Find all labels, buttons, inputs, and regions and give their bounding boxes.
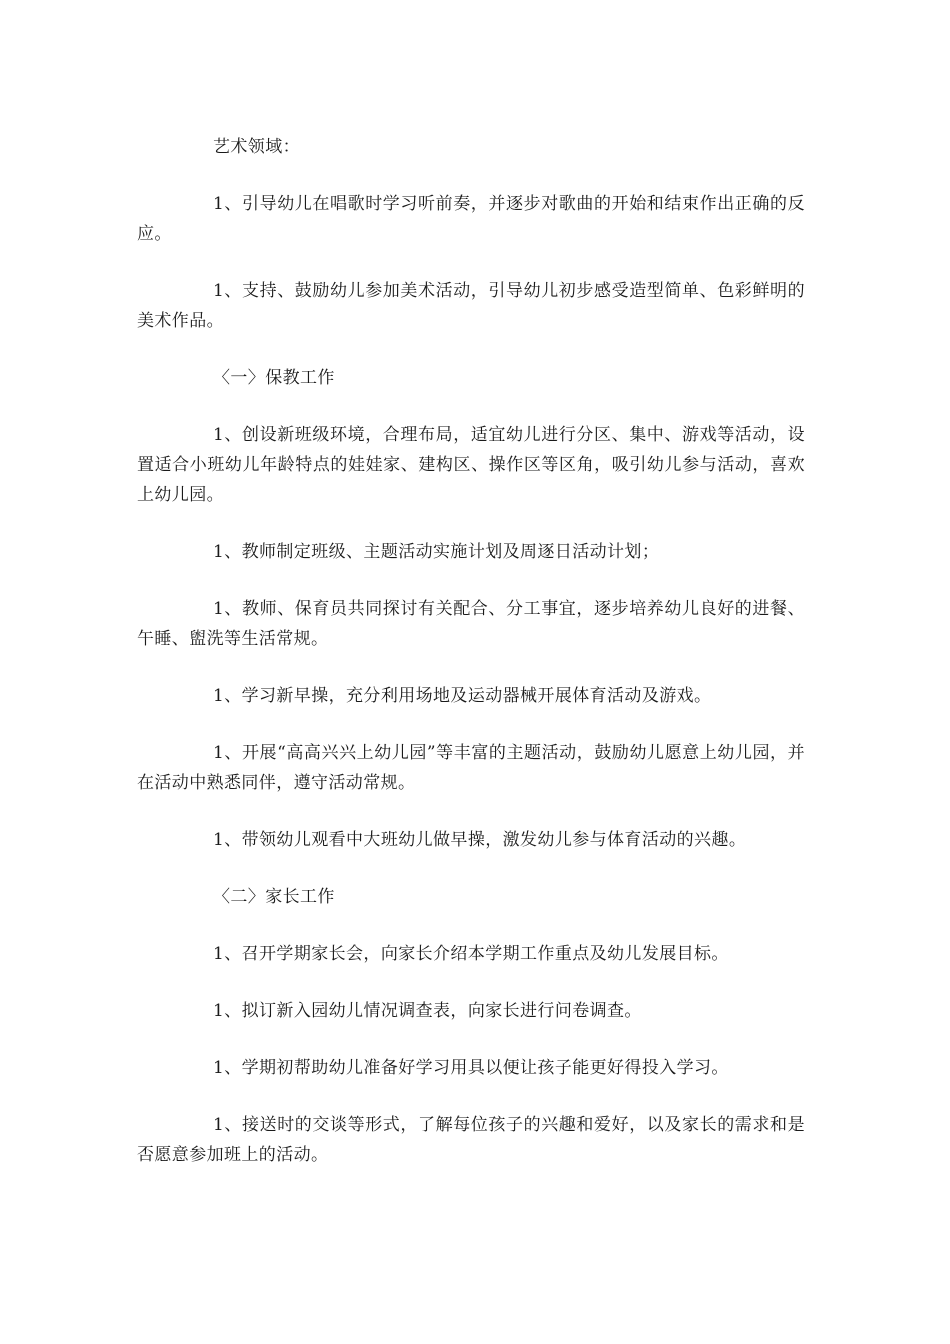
paragraph: 1、学习新早操，充分利用场地及运动器械开展体育活动及游戏。 [213, 686, 712, 706]
paragraph: 1、学期初帮助幼儿准备好学习用具以便让孩子能更好得投入学习。 [213, 1058, 729, 1078]
paragraph: 1、创设新班级环境，合理布局，适宜幼儿进行分区、集中、游戏等活动，设置适合小班幼儿年龄特点的娃娃家、建构区、操作区等区角，吸引幼儿参与活动，喜欢上幼儿园。 [137, 425, 805, 505]
paragraph: 1、支持、鼓励幼儿参加美术活动，引导幼儿初步感受造型简单、色彩鲜明的美术作品。 [137, 281, 805, 331]
paragraph: 1、开展“高高兴兴上幼儿园”等丰富的主题活动，鼓励幼儿愿意上幼儿园，并在活动中熟悉同伴，遵守活动常规。 [137, 743, 805, 793]
paragraph: 1、召开学期家长会，向家长介绍本学期工作重点及幼儿发展目标。 [213, 944, 729, 964]
paragraph: 1、带领幼儿观看中大班幼儿做早操，激发幼儿参与体育活动的兴趣。 [213, 830, 747, 850]
document-body [137, 132, 805, 1197]
paragraph: 1、接送时的交谈等形式，了解每位孩子的兴趣和爱好，以及家长的需求和是否愿意参加班上的活动。 [137, 1115, 805, 1165]
section-heading-art: 艺术领域： [213, 137, 300, 157]
paragraph: 1、引导幼儿在唱歌时学习听前奏，并逐步对歌曲的开始和结束作出正确的反应。 [137, 194, 805, 244]
paragraph: 1、教师制定班级、主题活动实施计划及周逐日活动计划； [213, 542, 660, 562]
section-heading-parents: 〈二〉家长工作 [213, 887, 335, 907]
paragraph: 1、教师、保育员共同探讨有关配合、分工事宜，逐步培养幼儿良好的进餐、午睡、盥洗等生活常规。 [137, 599, 805, 649]
paragraph: 1、拟订新入园幼儿情况调查表，向家长进行问卷调查。 [213, 1001, 642, 1021]
section-heading-care: 〈一〉保教工作 [213, 368, 335, 388]
